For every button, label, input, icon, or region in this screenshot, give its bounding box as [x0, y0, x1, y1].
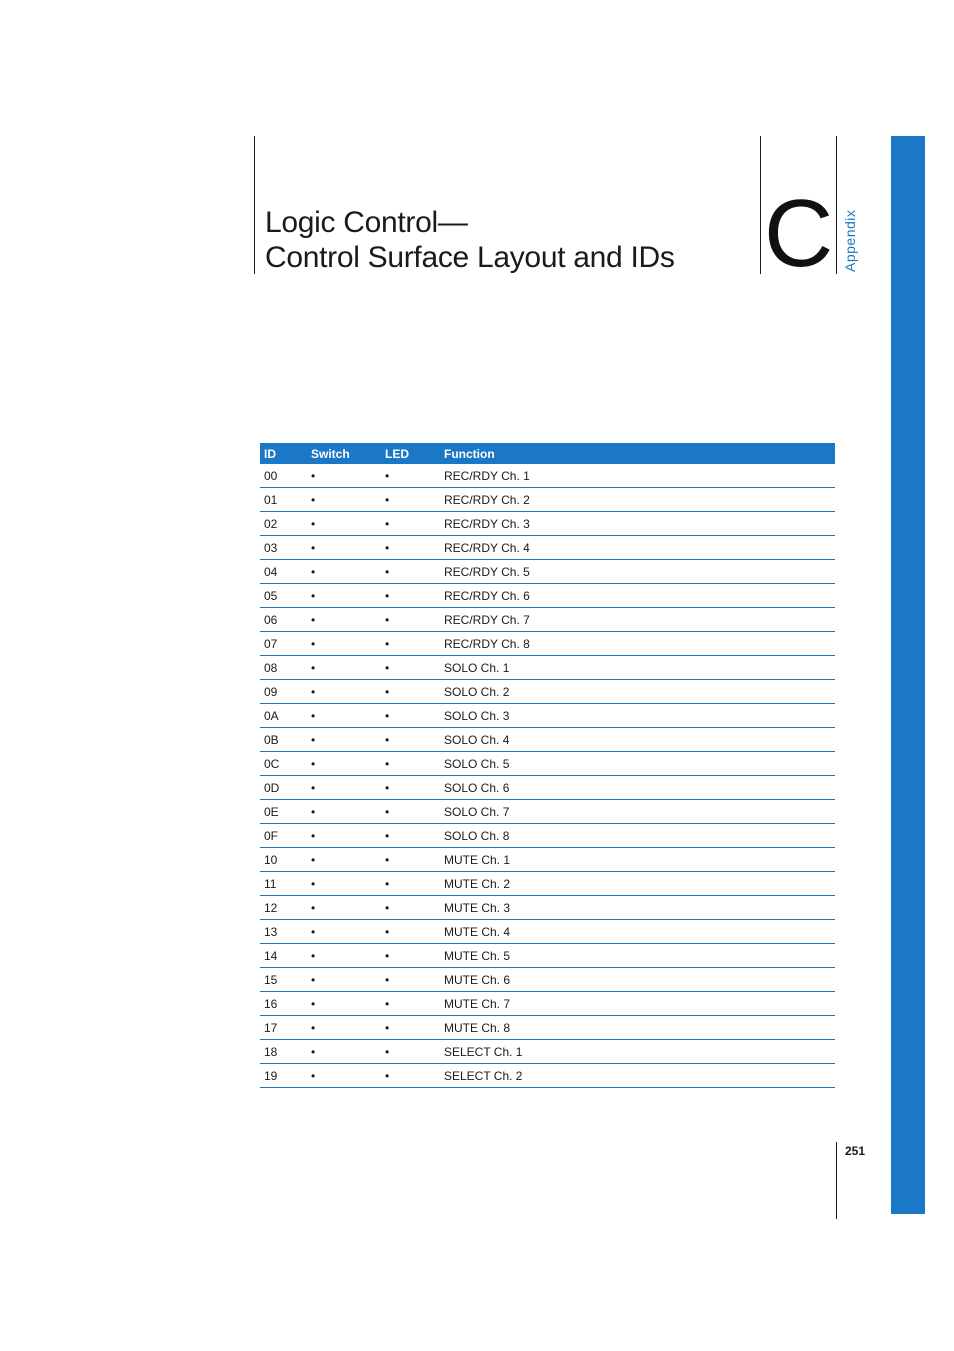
cell-switch: •: [307, 608, 381, 632]
cell-switch: •: [307, 728, 381, 752]
title-rule-right: [836, 136, 837, 274]
cell-led: •: [381, 992, 440, 1016]
cell-led: •: [381, 896, 440, 920]
cell-function: SOLO Ch. 2: [440, 680, 835, 704]
cell-function: MUTE Ch. 1: [440, 848, 835, 872]
cell-function: MUTE Ch. 5: [440, 944, 835, 968]
cell-function: MUTE Ch. 3: [440, 896, 835, 920]
cell-switch: •: [307, 848, 381, 872]
cell-switch: •: [307, 488, 381, 512]
cell-id: 0A: [260, 704, 307, 728]
table-row: [260, 560, 835, 584]
table-row: [260, 728, 835, 752]
cell-function: MUTE Ch. 4: [440, 920, 835, 944]
cell-id: 02: [260, 512, 307, 536]
cell-function: REC/RDY Ch. 3: [440, 512, 835, 536]
cell-function: REC/RDY Ch. 1: [440, 464, 835, 488]
table-row: [260, 632, 835, 656]
cell-function: SOLO Ch. 5: [440, 752, 835, 776]
cell-switch: •: [307, 824, 381, 848]
cell-id: 05: [260, 584, 307, 608]
table-header-row: [260, 443, 835, 464]
cell-switch: •: [307, 680, 381, 704]
appendix-label: Appendix: [842, 209, 858, 272]
cell-id: 07: [260, 632, 307, 656]
cell-function: SOLO Ch. 6: [440, 776, 835, 800]
cell-switch: •: [307, 968, 381, 992]
table-row: [260, 512, 835, 536]
cell-led: •: [381, 1040, 440, 1064]
chapter-tab: [891, 136, 925, 1214]
cell-switch: •: [307, 896, 381, 920]
cell-led: •: [381, 704, 440, 728]
cell-id: 0C: [260, 752, 307, 776]
cell-id: 0D: [260, 776, 307, 800]
cell-function: MUTE Ch. 6: [440, 968, 835, 992]
cell-id: 00: [260, 464, 307, 488]
table-row: [260, 992, 835, 1016]
cell-id: 08: [260, 656, 307, 680]
cell-led: •: [381, 536, 440, 560]
cell-id: 0E: [260, 800, 307, 824]
cell-function: SOLO Ch. 4: [440, 728, 835, 752]
cell-id: 11: [260, 872, 307, 896]
cell-led: •: [381, 464, 440, 488]
cell-id: 0F: [260, 824, 307, 848]
table-header: [260, 443, 835, 464]
cell-led: •: [381, 752, 440, 776]
cell-switch: •: [307, 1064, 381, 1088]
cell-id: 14: [260, 944, 307, 968]
table-row: [260, 968, 835, 992]
cell-led: •: [381, 608, 440, 632]
cell-switch: •: [307, 536, 381, 560]
column-header-led: LED: [381, 443, 440, 464]
table-row: [260, 848, 835, 872]
table-row: [260, 800, 835, 824]
cell-function: REC/RDY Ch. 6: [440, 584, 835, 608]
cell-id: 06: [260, 608, 307, 632]
cell-switch: •: [307, 944, 381, 968]
cell-function: REC/RDY Ch. 5: [440, 560, 835, 584]
cell-function: REC/RDY Ch. 8: [440, 632, 835, 656]
cell-function: REC/RDY Ch. 2: [440, 488, 835, 512]
cell-led: •: [381, 872, 440, 896]
cell-id: 15: [260, 968, 307, 992]
table-row: [260, 752, 835, 776]
column-header-id: ID: [260, 443, 307, 464]
cell-led: •: [381, 776, 440, 800]
column-header-function: Function: [440, 443, 835, 464]
page-number-rule: [836, 1142, 837, 1219]
table-row: [260, 824, 835, 848]
table-row: [260, 704, 835, 728]
table-row: [260, 584, 835, 608]
cell-led: •: [381, 560, 440, 584]
table-body: [260, 464, 835, 1088]
table-row: [260, 680, 835, 704]
table-row: [260, 944, 835, 968]
cell-id: 16: [260, 992, 307, 1016]
cell-switch: •: [307, 632, 381, 656]
cell-led: •: [381, 1064, 440, 1088]
cell-id: 09: [260, 680, 307, 704]
table-row: [260, 896, 835, 920]
cell-led: •: [381, 944, 440, 968]
cell-switch: •: [307, 800, 381, 824]
cell-id: 13: [260, 920, 307, 944]
cell-id: 10: [260, 848, 307, 872]
cell-switch: •: [307, 1040, 381, 1064]
cell-switch: •: [307, 656, 381, 680]
page-title-line-2: Control Surface Layout and IDs: [265, 241, 675, 274]
table-row: [260, 1040, 835, 1064]
cell-function: SELECT Ch. 1: [440, 1040, 835, 1064]
cell-function: SOLO Ch. 3: [440, 704, 835, 728]
table-row: [260, 1016, 835, 1040]
column-header-switch: Switch: [307, 443, 381, 464]
page-number: 251: [845, 1144, 866, 1158]
cell-switch: •: [307, 776, 381, 800]
cell-switch: •: [307, 920, 381, 944]
cell-switch: •: [307, 512, 381, 536]
cell-id: 19: [260, 1064, 307, 1088]
cell-function: SOLO Ch. 1: [440, 656, 835, 680]
cell-id: 04: [260, 560, 307, 584]
cell-function: REC/RDY Ch. 4: [440, 536, 835, 560]
cell-led: •: [381, 728, 440, 752]
cell-led: •: [381, 824, 440, 848]
cell-function: MUTE Ch. 7: [440, 992, 835, 1016]
cell-function: MUTE Ch. 2: [440, 872, 835, 896]
cell-switch: •: [307, 464, 381, 488]
cell-led: •: [381, 656, 440, 680]
table-row: [260, 656, 835, 680]
control-id-table: [260, 443, 835, 1088]
cell-function: SOLO Ch. 7: [440, 800, 835, 824]
cell-led: •: [381, 848, 440, 872]
cell-function: MUTE Ch. 8: [440, 1016, 835, 1040]
cell-led: •: [381, 488, 440, 512]
table-row: [260, 872, 835, 896]
table-row: [260, 608, 835, 632]
page-title-line-1: Logic Control—: [265, 206, 468, 239]
cell-switch: •: [307, 704, 381, 728]
cell-function: REC/RDY Ch. 7: [440, 608, 835, 632]
cell-switch: •: [307, 560, 381, 584]
cell-led: •: [381, 584, 440, 608]
cell-function: SOLO Ch. 8: [440, 824, 835, 848]
cell-led: •: [381, 968, 440, 992]
table-row: [260, 536, 835, 560]
chapter-letter: C: [764, 180, 834, 287]
table-row: [260, 488, 835, 512]
cell-id: 03: [260, 536, 307, 560]
table-row: [260, 1064, 835, 1088]
cell-switch: •: [307, 584, 381, 608]
cell-id: 0B: [260, 728, 307, 752]
table-row: [260, 464, 835, 488]
cell-switch: •: [307, 872, 381, 896]
cell-id: 12: [260, 896, 307, 920]
cell-led: •: [381, 632, 440, 656]
cell-led: •: [381, 800, 440, 824]
page-title: [265, 205, 675, 275]
title-rule-middle: [760, 136, 761, 274]
title-rule-left: [254, 136, 255, 274]
cell-id: 18: [260, 1040, 307, 1064]
cell-switch: •: [307, 752, 381, 776]
cell-switch: •: [307, 1016, 381, 1040]
cell-led: •: [381, 1016, 440, 1040]
cell-led: •: [381, 680, 440, 704]
table-row: [260, 920, 835, 944]
table-row: [260, 776, 835, 800]
cell-id: 17: [260, 1016, 307, 1040]
cell-led: •: [381, 920, 440, 944]
cell-function: SELECT Ch. 2: [440, 1064, 835, 1088]
cell-switch: •: [307, 992, 381, 1016]
cell-led: •: [381, 512, 440, 536]
cell-id: 01: [260, 488, 307, 512]
